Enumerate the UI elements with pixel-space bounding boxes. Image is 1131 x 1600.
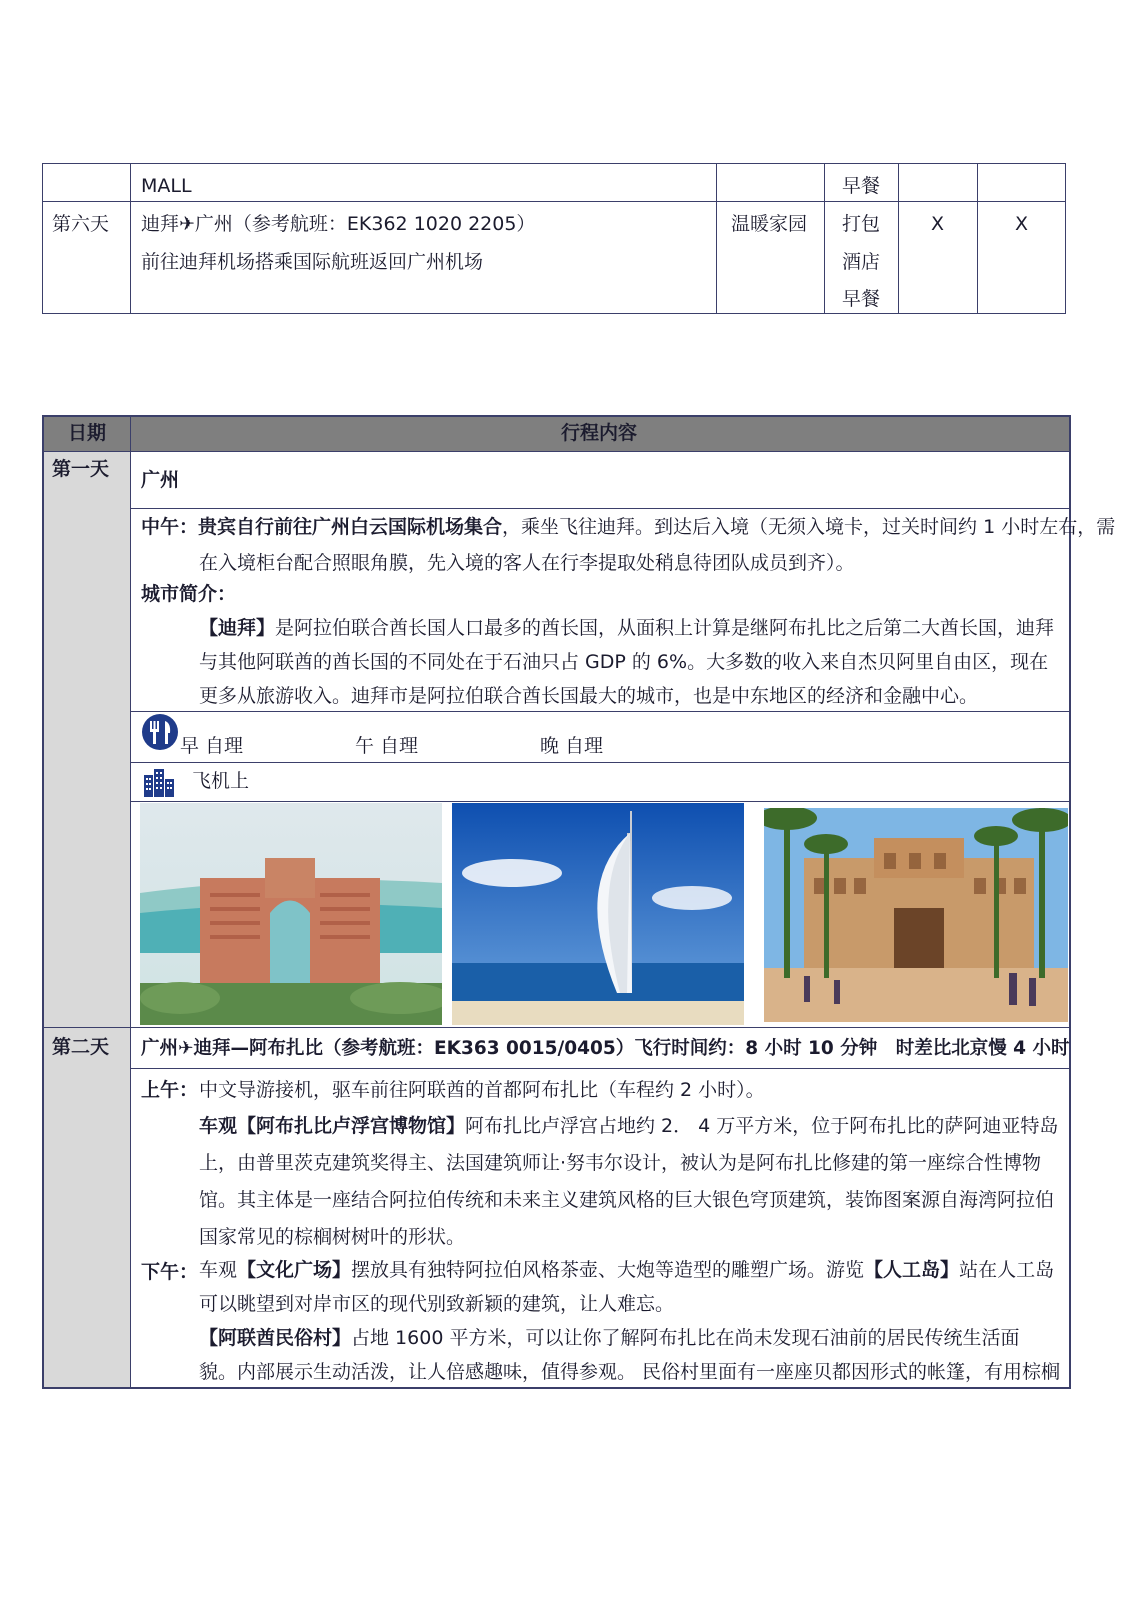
- day6-title: 迪拜✈广州（参考航班：EK362 1020 2205）: [141, 213, 536, 235]
- day1-intro-paragraph: 【迪拜】是阿拉伯联合酋长国人口最多的酋长国，从面积上计算是继阿布扎比之后第二大酋长国，迪拜与其他阿联酋的酋长国的不同处在于石油只占 GDP 的 6%。大多数的收入来自杰贝阿里自由区，现在更多从旅游收入。迪拜市是阿拉伯联合酋长国最大的城市，也是中东地区的经济和金融中心。: [199, 617, 1055, 707]
- date-column: [42, 451, 130, 1388]
- mall-meal: 早餐: [842, 175, 881, 197]
- day1-city: 广州: [141, 469, 180, 491]
- day2-label: 第二天: [52, 1036, 110, 1058]
- day6-meal-line-3: 早餐: [842, 288, 881, 310]
- day6-lunch: X: [931, 213, 945, 235]
- lunch-text: 午 自理: [355, 735, 419, 757]
- dinner-text: 晚 自理: [540, 735, 604, 757]
- day2-village-paragraph: 【阿联酋民俗村】占地 1600 平方米，可以让你了解阿布扎比在尚未发现石油前的居民传统生活面 貌。内部展示生动活泼，让人倍感趣味，值得参观。 民俗村里面有一座座贝都因形式的帐篷，有用棕榈: [199, 1327, 1061, 1383]
- day2-louvre-paragraph: 车观【阿布扎比卢浮宫博物馆】阿布扎比卢浮宫占地约 2． 4 万平方米，位于阿布扎比的萨阿迪亚特岛上，由普里茨克建筑奖得主、法国建筑师让·努韦尔设计，被认为是阿布扎比修建的第一座综合性博物馆。其主体是一座结合阿拉伯传统和未来主义建筑风格的巨大银色穹顶建筑，装饰图案源自海湾阿拉伯国家常见的棕榈树树叶的形状。: [199, 1115, 1059, 1248]
- burj-al-arab-photo: [452, 803, 744, 1025]
- atlantis-hotel-photo: [140, 803, 442, 1025]
- day2-morning-label: 上午：: [141, 1079, 199, 1101]
- day2-title: 广州✈迪拜—阿布扎比（参考航班：EK363 0015/0405）飞行时间约：8 小时 10 分钟 时差比北京慢 4 小时: [141, 1038, 1070, 1059]
- day6-meal-line-2: 酒店: [842, 251, 881, 273]
- fork-knife-icon: [141, 713, 179, 751]
- day1-noon-paragraph: 中午：贵宾自行前往广州白云国际机场集合，乘坐飞往迪拜。到达后入境（无须入境卡，过关时间约 1 小时左右，需在入境柜台配合照眼角膜，先入境的客人在行李提取处稍息待团队成员到齐）。: [141, 516, 1116, 574]
- day1-intro-label: 城市简介：: [141, 583, 237, 605]
- breakfast-text: 早 自理: [180, 735, 244, 757]
- day6-hotel: 温暖家园: [731, 213, 808, 235]
- header-content: 行程内容: [561, 422, 638, 444]
- header-date: 日期: [68, 422, 107, 444]
- day6-meal-line-1: 打包: [842, 213, 881, 235]
- day6-dinner: X: [1015, 213, 1029, 235]
- table-header: [42, 416, 1070, 451]
- day2-morning-text: 中文导游接机，驱车前往阿联酋的首都阿布扎比（车程约 2 小时）。: [199, 1079, 765, 1101]
- day6-label: 第六天: [52, 213, 110, 235]
- hotel-building-icon: [142, 765, 176, 797]
- day1-label: 第一天: [52, 458, 110, 480]
- emirates-palace-photo: [764, 808, 1068, 1022]
- day1-hotel: 飞机上: [192, 770, 250, 792]
- day2-afternoon-paragraph: 车观【文化广场】摆放具有独特阿拉伯风格茶壶、大炮等造型的雕塑广场。游览【人工岛】站在人工岛可以眺望到对岸市区的现代别致新颖的建筑，让人难忘。: [199, 1259, 1055, 1315]
- day6-detail: 前往迪拜机场搭乘国际航班返回广州机场: [141, 251, 484, 273]
- day2-afternoon-label: 下午：: [141, 1261, 199, 1283]
- mall-text: MALL: [141, 175, 192, 197]
